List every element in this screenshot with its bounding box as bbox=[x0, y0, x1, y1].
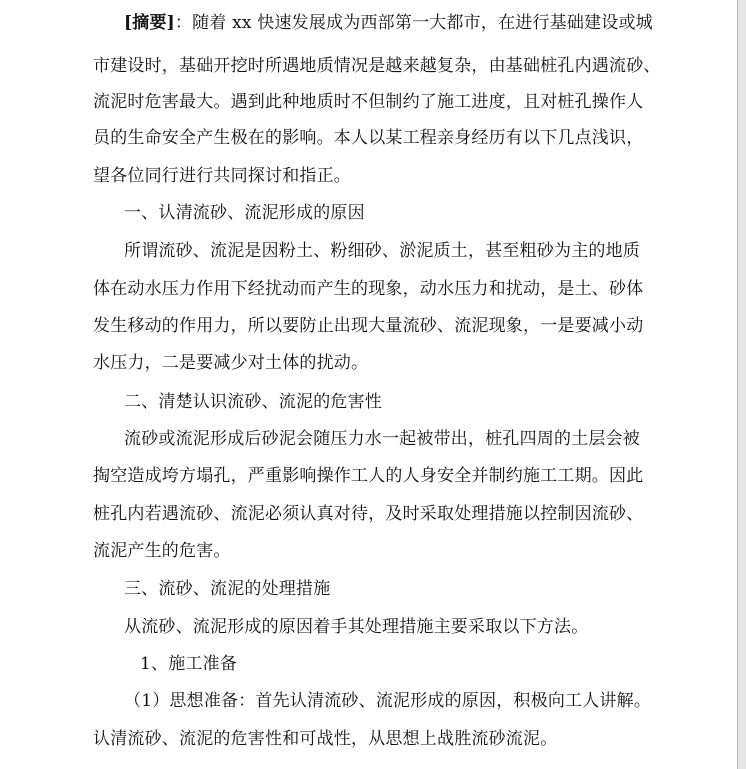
text-line: 流泥时危害最大。遇到此种地质时不但制约了施工进度，且对桩孔操作人 bbox=[93, 92, 644, 112]
section-heading: 三、流砂、流泥的处理措施 bbox=[124, 579, 331, 599]
text-line: 体在动水压力作用下经扰动而产生的现象，动水压力和扰动，是土、砂体 bbox=[93, 279, 644, 299]
text-line: 市建设时，基础开挖时所遇地质情况是越来越复杂，由基础桩孔内遇流砂、 bbox=[93, 56, 661, 76]
text-line: 桩孔内若遇流砂、流泥必须认真对待，及时采取处理措施以控制因流砂、 bbox=[93, 504, 644, 524]
text-line: 掏空造成垮方塌孔，严重影响操作工人的人身安全并制约施工工期。因此 bbox=[93, 466, 644, 486]
page-edge bbox=[738, 0, 746, 769]
subsection-heading: 1、施工准备 bbox=[140, 654, 238, 674]
text-line: 流砂或流泥形成后砂泥会随压力水一起被带出，桩孔四周的土层会被 bbox=[124, 429, 640, 449]
abstract-label: [摘要] bbox=[124, 13, 175, 33]
text-line: ：随着 xx 快速发展成为西部第一大都市，在进行基础建设或城 bbox=[174, 13, 653, 33]
text-line: （1）思想准备：首先认清流砂、流泥形成的原因，积极向工人讲解。 bbox=[124, 691, 652, 711]
section-heading: 二、清楚认识流砂、流泥的危害性 bbox=[124, 392, 382, 412]
abstract-line bbox=[124, 13, 653, 33]
text-line: 从流砂、流泥形成的原因着手其处理措施主要采取以下方法。 bbox=[124, 617, 589, 637]
text-line: 发生移动的作用力，所以要防止出现大量流砂、流泥现象，一是要减小动 bbox=[93, 316, 644, 336]
text-line: 流泥产生的危害。 bbox=[93, 541, 231, 561]
section-heading: 一、认清流砂、流泥形成的原因 bbox=[124, 203, 365, 223]
text-line: 所谓流砂、流泥是因粉土、粉细砂、淤泥质土，甚至粗砂为主的地质 bbox=[124, 241, 640, 261]
text-line: 望各位同行进行共同探讨和指正。 bbox=[93, 166, 351, 186]
text-line: 员的生命安全产生极在的影响。本人以某工程亲身经历有以下几点浅识， bbox=[93, 128, 644, 148]
text-line: 水压力，二是要减少对土体的扰动。 bbox=[93, 353, 369, 373]
text-line: 认清流砂、流泥的危害性和可战性，从思想上战胜流砂流泥。 bbox=[93, 729, 558, 749]
